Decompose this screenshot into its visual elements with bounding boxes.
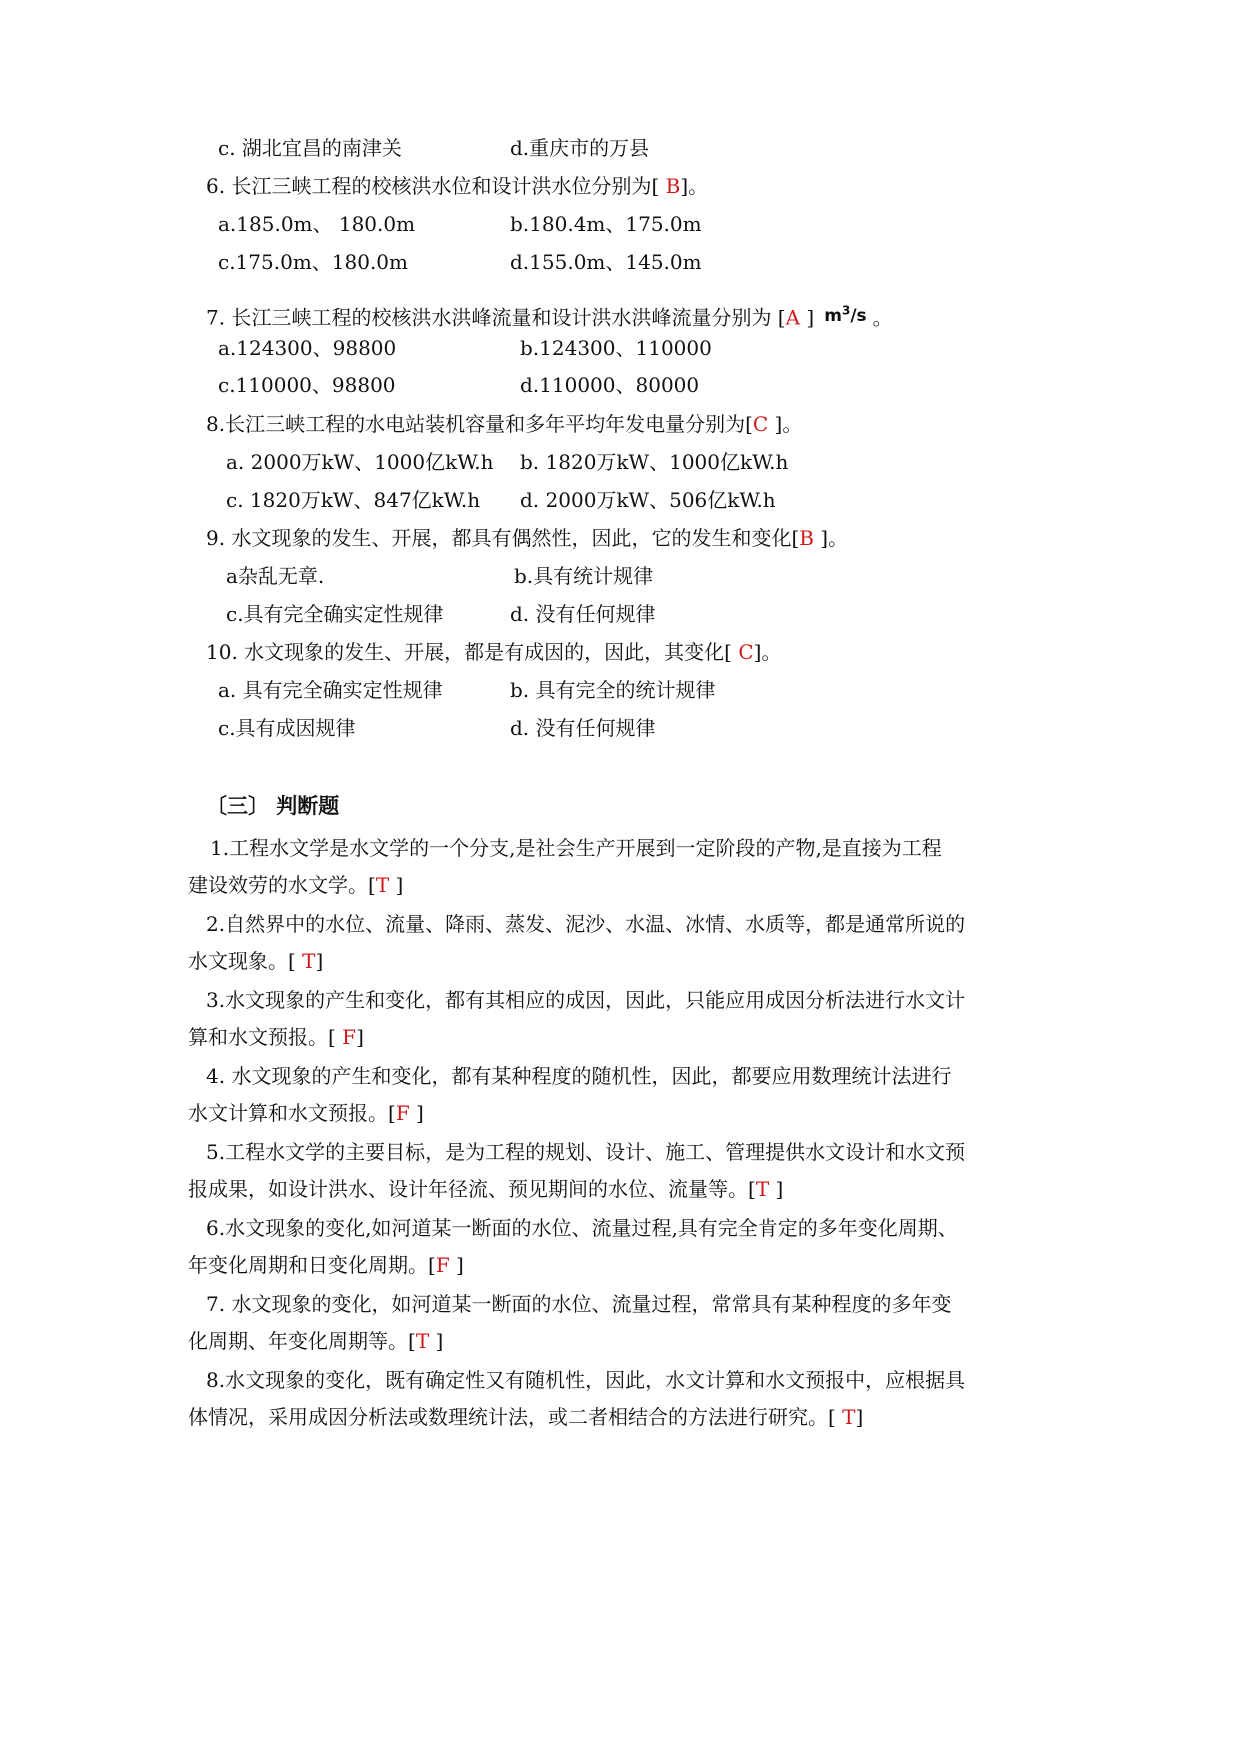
tf-question-1-line1: 1.工程水文学是水文学的一个分支,是社会生产开展到一定阶段的产物,是直接为工程 xyxy=(210,836,942,860)
option-a: a.185.0m、 180.0m xyxy=(218,212,416,236)
answer: B xyxy=(665,174,681,198)
answer: C xyxy=(752,412,769,436)
option-c: c. 1820万kW、847亿kW.h xyxy=(226,488,481,512)
option-a: a. 2000万kW、1000亿kW.h xyxy=(226,450,494,474)
option-b: b.180.4m、175.0m xyxy=(510,212,702,236)
tf-question-3-line2: 算和水文预报。[ F] xyxy=(188,1025,364,1049)
option-b: b.具有统计规律 xyxy=(514,564,654,588)
option-d: d. 没有任何规律 xyxy=(510,716,656,740)
option-a: a杂乱无章. xyxy=(226,564,325,588)
tf-question-5-line1: 5.工程水文学的主要目标，是为工程的规划、设计、施工、管理提供水文设计和水文预 xyxy=(206,1140,966,1164)
answer: T xyxy=(302,949,316,973)
option-b: b.124300、110000 xyxy=(520,336,712,360)
answer: T xyxy=(755,1177,770,1201)
answer: F xyxy=(395,1101,410,1125)
option-c: c.具有成因规律 xyxy=(218,716,356,740)
question-9: 9. 水文现象的发生、开展，都具有偶然性，因此，它的发生和变化[B ]。 xyxy=(206,526,849,550)
option-d: d.155.0m、145.0m xyxy=(510,250,702,274)
answer: A xyxy=(785,305,801,330)
tf-question-7-line1: 7. 水文现象的变化，如河道某一断面的水位、流量过程，常常具有某种程度的多年变 xyxy=(206,1292,952,1316)
tf-question-5-line2: 报成果，如设计洪水、设计年径流、预见期间的水位、流量等。[T ] xyxy=(188,1177,784,1201)
question-6: 6. 长江三峡工程的校核洪水位和设计洪水位分别为[ B]。 xyxy=(206,174,709,198)
tf-question-7-line2: 化周期、年变化周期等。[T ] xyxy=(188,1329,444,1353)
option-d: d. 没有任何规律 xyxy=(510,602,656,626)
tf-question-6-line2: 年变化周期和日变化周期。[F ] xyxy=(188,1253,464,1277)
unit-label: m3/s xyxy=(824,303,867,326)
tf-question-3-line1: 3.水文现象的产生和变化，都有其相应的成因，因此，只能应用成因分析法进行水文计 xyxy=(206,988,966,1012)
option-a: a.124300、98800 xyxy=(218,336,397,360)
tf-question-2-line2: 水文现象。[ T] xyxy=(188,949,324,973)
tf-question-4-line1: 4. 水文现象的产生和变化，都有某种程度的随机性，因此，都要应用数理统计法进行 xyxy=(206,1064,952,1088)
tf-question-1-line2: 建设效劳的水文学。[T ] xyxy=(188,873,404,897)
question-10: 10. 水文现象的发生、开展，都是有成因的，因此，其变化[ C]。 xyxy=(206,640,782,664)
tf-question-4-line2: 水文计算和水文预报。[F ] xyxy=(188,1101,424,1125)
option-c: c. 湖北宜昌的南津关 xyxy=(218,136,402,160)
tf-question-6-line1: 6.水文现象的变化,如河道某一断面的水位、流量过程,具有完全肯定的多年变化周期、 xyxy=(206,1216,958,1240)
option-a: a. 具有完全确实定性规律 xyxy=(218,678,443,702)
question-7: 7. 长江三峡工程的校核洪水洪峰流量和设计洪水洪峰流量分别为 [A ] $^{m^3/s}$ 。 xyxy=(206,303,893,330)
option-c: c.110000、98800 xyxy=(218,373,396,397)
answer: B xyxy=(799,526,814,550)
option-b: b. 1820万kW、1000亿kW.h xyxy=(520,450,789,474)
option-d: d.重庆市的万县 xyxy=(510,136,650,160)
tf-question-2-line1: 2.自然界中的水位、流量、降雨、蒸发、泥沙、水温、冰情、水质等，都是通常所说的 xyxy=(206,912,966,936)
tf-question-8-line2: 体情况，采用成因分析法或数理统计法，或二者相结合的方法进行研究。[ T] xyxy=(188,1405,864,1429)
section-heading: 〔三〕 判断题 xyxy=(206,794,340,818)
answer: F xyxy=(435,1253,450,1277)
answer: T xyxy=(415,1329,430,1353)
option-c: c.175.0m、180.0m xyxy=(218,250,408,274)
answer: F xyxy=(342,1025,357,1049)
answer: T xyxy=(842,1405,856,1429)
answer: C xyxy=(738,640,754,664)
option-c: c.具有完全确实定性规律 xyxy=(226,602,444,626)
option-d: d.110000、80000 xyxy=(520,373,700,397)
answer: T xyxy=(375,873,390,897)
tf-question-8-line1: 8.水文现象的变化，既有确定性又有随机性，因此，水文计算和水文预报中，应根据具 xyxy=(206,1368,966,1392)
option-b: b. 具有完全的统计规律 xyxy=(510,678,716,702)
option-d: d. 2000万kW、506亿kW.h xyxy=(520,488,776,512)
question-8: 8.长江三峡工程的水电站装机容量和多年平均年发电量分别为[C ]。 xyxy=(206,412,803,436)
